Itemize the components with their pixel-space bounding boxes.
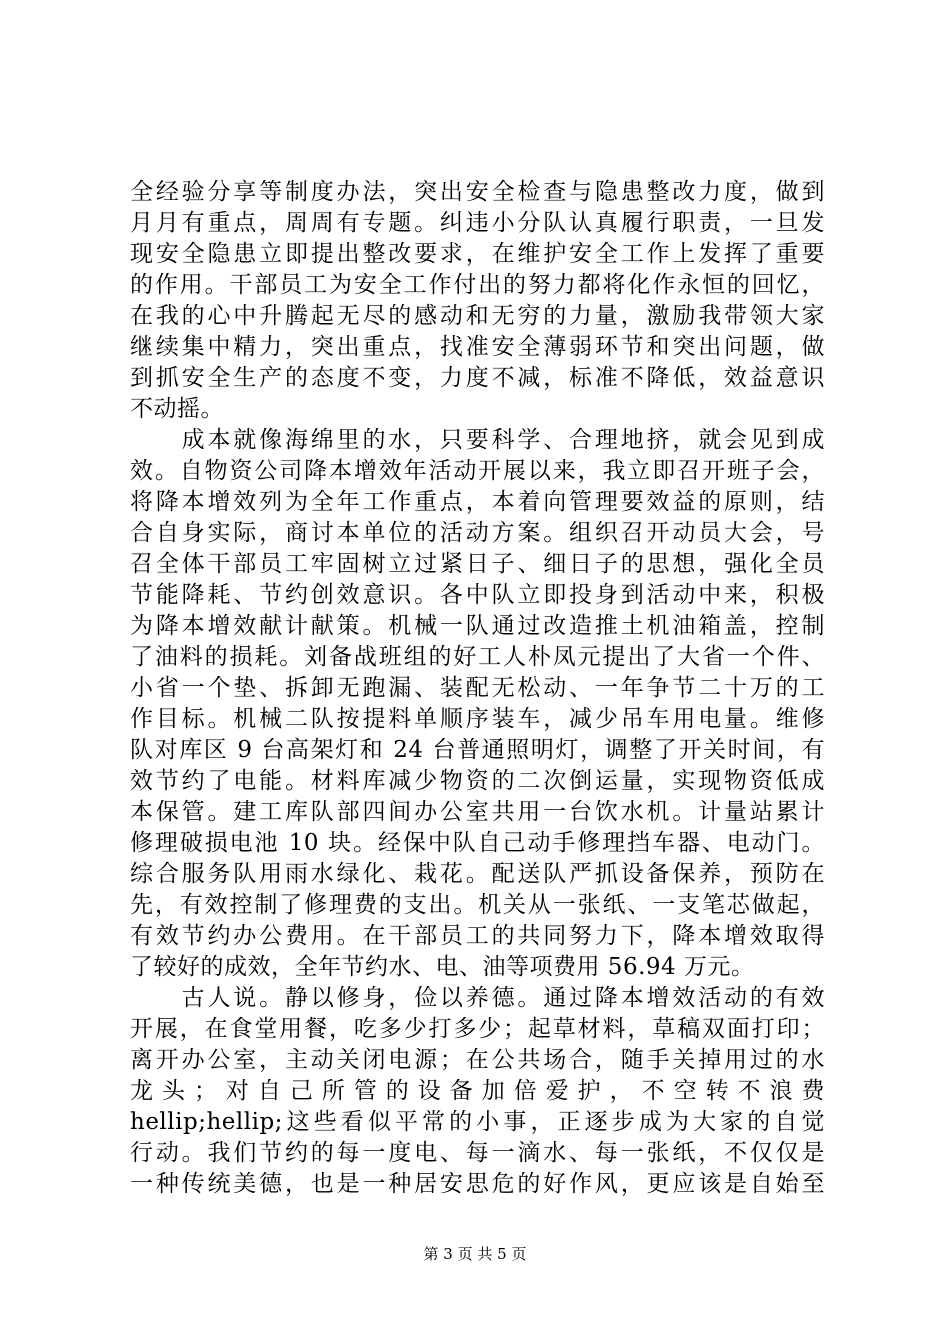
text-line: 队对库区 9 台高架灯和 24 台普通照明灯，调整了开关时间，有 <box>130 737 825 763</box>
text-line: 先，有效控制了修理费的支出。机关从一张纸、一支笔芯做起， <box>130 892 825 918</box>
text-line: 离开办公室，主动关闭电源；在公共场合，随手关掉用过的水 <box>130 1047 825 1073</box>
text-line: 不动摇。 <box>130 396 224 422</box>
text-line: 效。自物资公司降本增效年活动开展以来，我立即召开班子会， <box>130 458 825 484</box>
text-line: 本保管。建工库队部四间办公室共用一台饮水机。计量站累计 <box>130 799 825 825</box>
text-line: 小省一个垫、拆卸无跑漏、装配无松动、一年争节二十万的工 <box>130 675 825 701</box>
text-line: 修理破损电池 10 块。经保中队自己动手修理挡车器、电动门。 <box>130 830 825 856</box>
text-line: 有效节约办公费用。在干部员工的共同努力下，降本增效取得 <box>130 923 825 949</box>
text-line: 开展，在食堂用餐，吃多少打多少；起草材料，草稿双面打印； <box>130 1016 825 1042</box>
page-footer: 第 3 页 共 5 页 <box>423 1245 527 1263</box>
text-line: 行动。我们节约的每一度电、每一滴水、每一张纸，不仅仅是 <box>130 1140 825 1166</box>
text-line: 龙头；对自己所管的设备加倍爱护，不空转不浪费 <box>130 1078 825 1104</box>
text-line: 古人说。静以修身，俭以养德。通过降本增效活动的有效 <box>130 985 825 1011</box>
text-line: 合自身实际，商讨本单位的活动方案。组织召开动员大会，号 <box>130 520 825 546</box>
text-line: 为降本增效献计献策。机械一队通过改造推土机油箱盖，控制 <box>130 613 825 639</box>
text-line: 月月有重点，周周有专题。纠违小分队认真履行职责，一旦发 <box>130 210 825 236</box>
document-body <box>130 177 825 1200</box>
text-line: 成本就像海绵里的水，只要科学、合理地挤，就会见到成 <box>130 427 825 453</box>
text-line: 作目标。机械二队按提料单顺序装车，减少吊车用电量。维修 <box>130 706 825 732</box>
text-line: 效节约了电能。材料库减少物资的二次倒运量，实现物资低成 <box>130 768 825 794</box>
text-line: 到抓安全生产的态度不变，力度不减，标准不降低，效益意识 <box>130 365 825 391</box>
text-line: 综合服务队用雨水绿化、栽花。配送队严抓设备保养，预防在 <box>130 861 825 887</box>
text-line: 节能降耗、节约创效意识。各中队立即投身到活动中来，积极 <box>130 582 825 608</box>
text-line: 的作用。干部员工为安全工作付出的努力都将化作永恒的回忆， <box>130 272 825 298</box>
text-line: hellip;hellip;这些看似平常的小事，正逐步成为大家的自觉 <box>130 1109 825 1135</box>
text-line: 了油料的损耗。刘备战班组的好工人朴凤元提出了大省一个件、 <box>130 644 825 670</box>
text-line: 一种传统美德，也是一种居安思危的好作风，更应该是自始至 <box>130 1171 825 1197</box>
text-line: 现安全隐患立即提出整改要求，在维护安全工作上发挥了重要 <box>130 241 825 267</box>
text-line: 将降本增效列为全年工作重点，本着向管理要效益的原则，结 <box>130 489 825 515</box>
text-line: 继续集中精力，突出重点，找准安全薄弱环节和突出问题，做 <box>130 334 825 360</box>
text-line: 在我的心中升腾起无尽的感动和无穷的力量，激励我带领大家 <box>130 303 825 329</box>
text-line: 召全体干部员工牢固树立过紧日子、细日子的思想，强化全员 <box>130 551 825 577</box>
text-line: 全经验分享等制度办法，突出安全检查与隐患整改力度，做到 <box>130 179 825 205</box>
text-line: 了较好的成效，全年节约水、电、油等项费用 56.94 万元。 <box>130 954 755 980</box>
